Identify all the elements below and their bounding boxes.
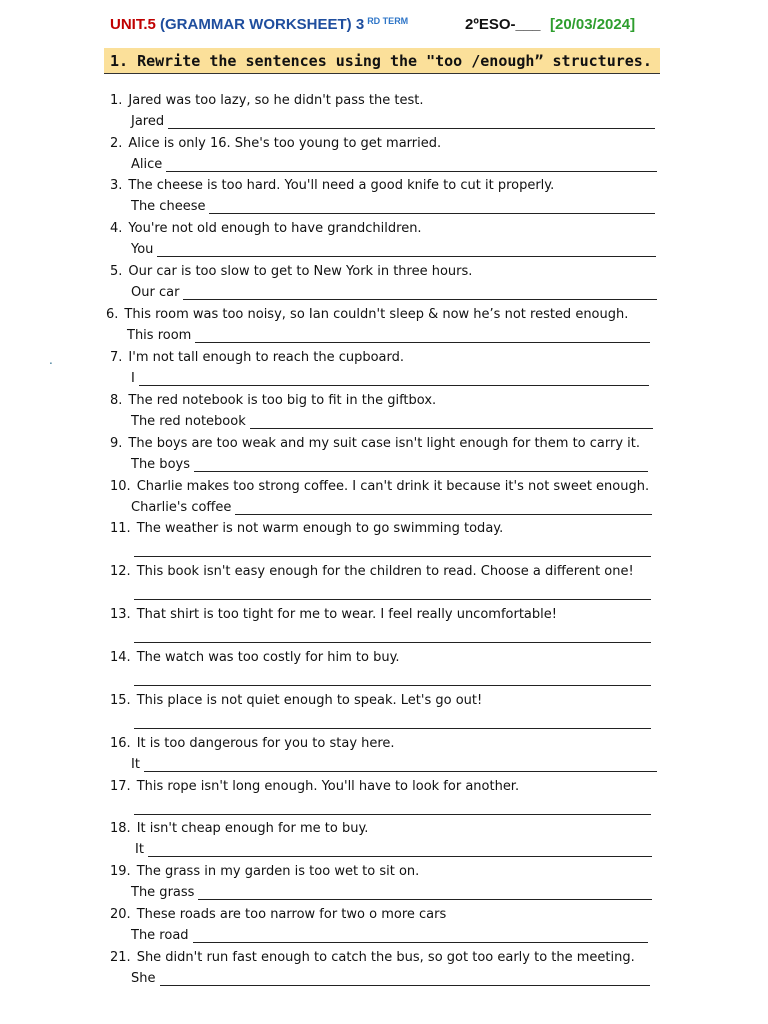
answer-row[interactable] (131, 499, 231, 516)
answer-blank-line[interactable] (166, 171, 657, 172)
question-sentence: That shirt is too tight for me to wear. I feel really uncomfortable! (136, 607, 557, 622)
question-number: 1. (110, 93, 123, 108)
answer-blank-line[interactable] (139, 385, 649, 386)
question-sentence: This book isn't easy enough for the children to read. Choose a different one! (136, 564, 634, 579)
question-number: 17. (110, 779, 131, 794)
question-text (110, 92, 424, 109)
date-label: [20/03/2024] (550, 16, 636, 33)
question-sentence: The red notebook is too big to fit in the giftbox. (128, 393, 437, 408)
question-text (110, 863, 419, 880)
answer-blank-line[interactable] (134, 814, 651, 815)
answer-blank-line[interactable] (250, 428, 653, 429)
question-sentence: Our car is too slow to get to New York in three hours. (128, 264, 473, 279)
question-sentence: The cheese is too hard. You'll need a good knife to cut it properly. (128, 178, 555, 193)
question-number: 18. (110, 821, 131, 836)
answer-row[interactable] (131, 456, 190, 473)
answer-starter: Jared (131, 114, 165, 129)
question-text (110, 778, 519, 795)
answer-starter: The red notebook (131, 414, 246, 429)
answer-starter: The cheese (131, 199, 206, 214)
answer-starter: The road (131, 928, 189, 943)
answer-starter: I (131, 371, 135, 386)
question-text (110, 520, 503, 537)
question-number: 20. (110, 907, 131, 922)
answer-row[interactable] (131, 198, 205, 215)
margin-marker: . (49, 353, 53, 367)
question-sentence: This place is not quiet enough to speak. Let's go out! (136, 693, 483, 708)
question-sentence: I'm not tall enough to reach the cupboard. (128, 350, 405, 365)
answer-starter: The boys (131, 457, 190, 472)
answer-blank-line[interactable] (209, 213, 655, 214)
answer-row[interactable] (131, 156, 162, 173)
question-text (106, 306, 628, 323)
answer-blank-line[interactable] (198, 899, 652, 900)
answer-starter: She (131, 971, 156, 986)
question-sentence: This room was too noisy, so Ian couldn't sleep & now he’s not rested enough. (124, 307, 629, 322)
question-number: 19. (110, 864, 131, 879)
answer-row[interactable] (131, 370, 135, 387)
question-sentence: The weather is not warm enough to go swimming today. (136, 521, 504, 536)
question-text (110, 435, 640, 452)
question-number: 15. (110, 693, 131, 708)
question-number: 3. (110, 178, 123, 193)
question-text (110, 349, 404, 366)
answer-row[interactable] (131, 970, 156, 987)
question-sentence: Charlie makes too strong coffee. I can't drink it because it's not sweet enough. (136, 479, 650, 494)
question-number: 5. (110, 264, 123, 279)
question-text (110, 820, 368, 837)
answer-blank-line[interactable] (134, 728, 651, 729)
term-number: 3 (355, 16, 365, 33)
question-number: 12. (110, 564, 131, 579)
question-number: 16. (110, 736, 131, 751)
answer-blank-line[interactable] (134, 685, 651, 686)
answer-row[interactable] (135, 841, 144, 858)
question-number: 6. (106, 307, 119, 322)
answer-row[interactable] (131, 756, 140, 773)
question-text (110, 135, 441, 152)
question-number: 9. (110, 436, 123, 451)
answer-blank-line[interactable] (195, 342, 650, 343)
question-sentence: The boys are too weak and my suit case isn't light enough for them to carry it. (128, 436, 641, 451)
answer-blank-line[interactable] (183, 299, 657, 300)
question-sentence: The watch was too costly for him to buy. (136, 650, 400, 665)
answer-blank-line[interactable] (148, 856, 652, 857)
answer-blank-line[interactable] (193, 942, 648, 943)
answer-row[interactable] (131, 927, 189, 944)
question-sentence: It is too dangerous for you to stay here. (136, 736, 395, 751)
answer-blank-line[interactable] (134, 599, 651, 600)
question-text (110, 177, 554, 194)
instruction-banner: 1. Rewrite the sentences using the "too /enough” structures. (104, 48, 660, 74)
answer-starter: Alice (131, 157, 163, 172)
answer-starter: The grass (131, 885, 195, 900)
question-text (110, 735, 395, 752)
unit-label: UNIT.5 (110, 16, 156, 33)
question-text (110, 649, 400, 666)
class-label: 2ºESO-___ (465, 16, 541, 33)
question-sentence: These roads are too narrow for two o more cars (136, 907, 447, 922)
question-text (110, 478, 649, 495)
question-sentence: Alice is only 16. She's too young to get married. (128, 136, 442, 151)
answer-row[interactable] (131, 241, 153, 258)
question-sentence: She didn't run fast enough to catch the bus, so got too early to the meeting. (136, 950, 635, 965)
answer-starter: This room (127, 328, 192, 343)
question-number: 7. (110, 350, 123, 365)
answer-row[interactable] (131, 884, 194, 901)
term-superscript: RD TERM (367, 16, 409, 26)
answer-row[interactable] (131, 113, 164, 130)
answer-blank-line[interactable] (168, 128, 655, 129)
question-text (110, 906, 446, 923)
answer-blank-line[interactable] (160, 985, 651, 986)
question-sentence: This rope isn't long enough. You'll have to look for another. (136, 779, 520, 794)
answer-blank-line[interactable] (134, 556, 651, 557)
answer-row[interactable] (131, 413, 246, 430)
answer-blank-line[interactable] (235, 514, 652, 515)
question-text (110, 606, 557, 623)
worksheet-title: (GRAMMAR WORKSHEET) (160, 16, 352, 33)
question-text (110, 263, 472, 280)
question-text (110, 692, 482, 709)
answer-starter: It (131, 757, 140, 772)
answer-starter: Charlie's coffee (131, 500, 232, 515)
question-text (110, 220, 422, 237)
question-number: 21. (110, 950, 131, 965)
question-number: 2. (110, 136, 123, 151)
answer-blank-line[interactable] (134, 642, 651, 643)
question-number: 13. (110, 607, 131, 622)
question-number: 8. (110, 393, 123, 408)
answer-starter: Our car (131, 285, 180, 300)
question-number: 10. (110, 479, 131, 494)
question-sentence: The grass in my garden is too wet to sit on. (136, 864, 420, 879)
answer-row[interactable] (131, 284, 179, 301)
answer-starter: You (131, 242, 154, 257)
question-sentence: Jared was too lazy, so he didn't pass the test. (128, 93, 424, 108)
question-text (110, 563, 634, 580)
answer-blank-line[interactable] (194, 471, 648, 472)
question-number: 11. (110, 521, 131, 536)
question-text (110, 392, 436, 409)
answer-row[interactable] (127, 327, 191, 344)
question-sentence: It isn't cheap enough for me to buy. (136, 821, 369, 836)
answer-starter: It (135, 842, 144, 857)
answer-blank-line[interactable] (157, 256, 656, 257)
question-sentence: You're not old enough to have grandchildren. (128, 221, 422, 236)
question-number: 4. (110, 221, 123, 236)
question-text (110, 949, 635, 966)
answer-blank-line[interactable] (144, 771, 657, 772)
question-number: 14. (110, 650, 131, 665)
